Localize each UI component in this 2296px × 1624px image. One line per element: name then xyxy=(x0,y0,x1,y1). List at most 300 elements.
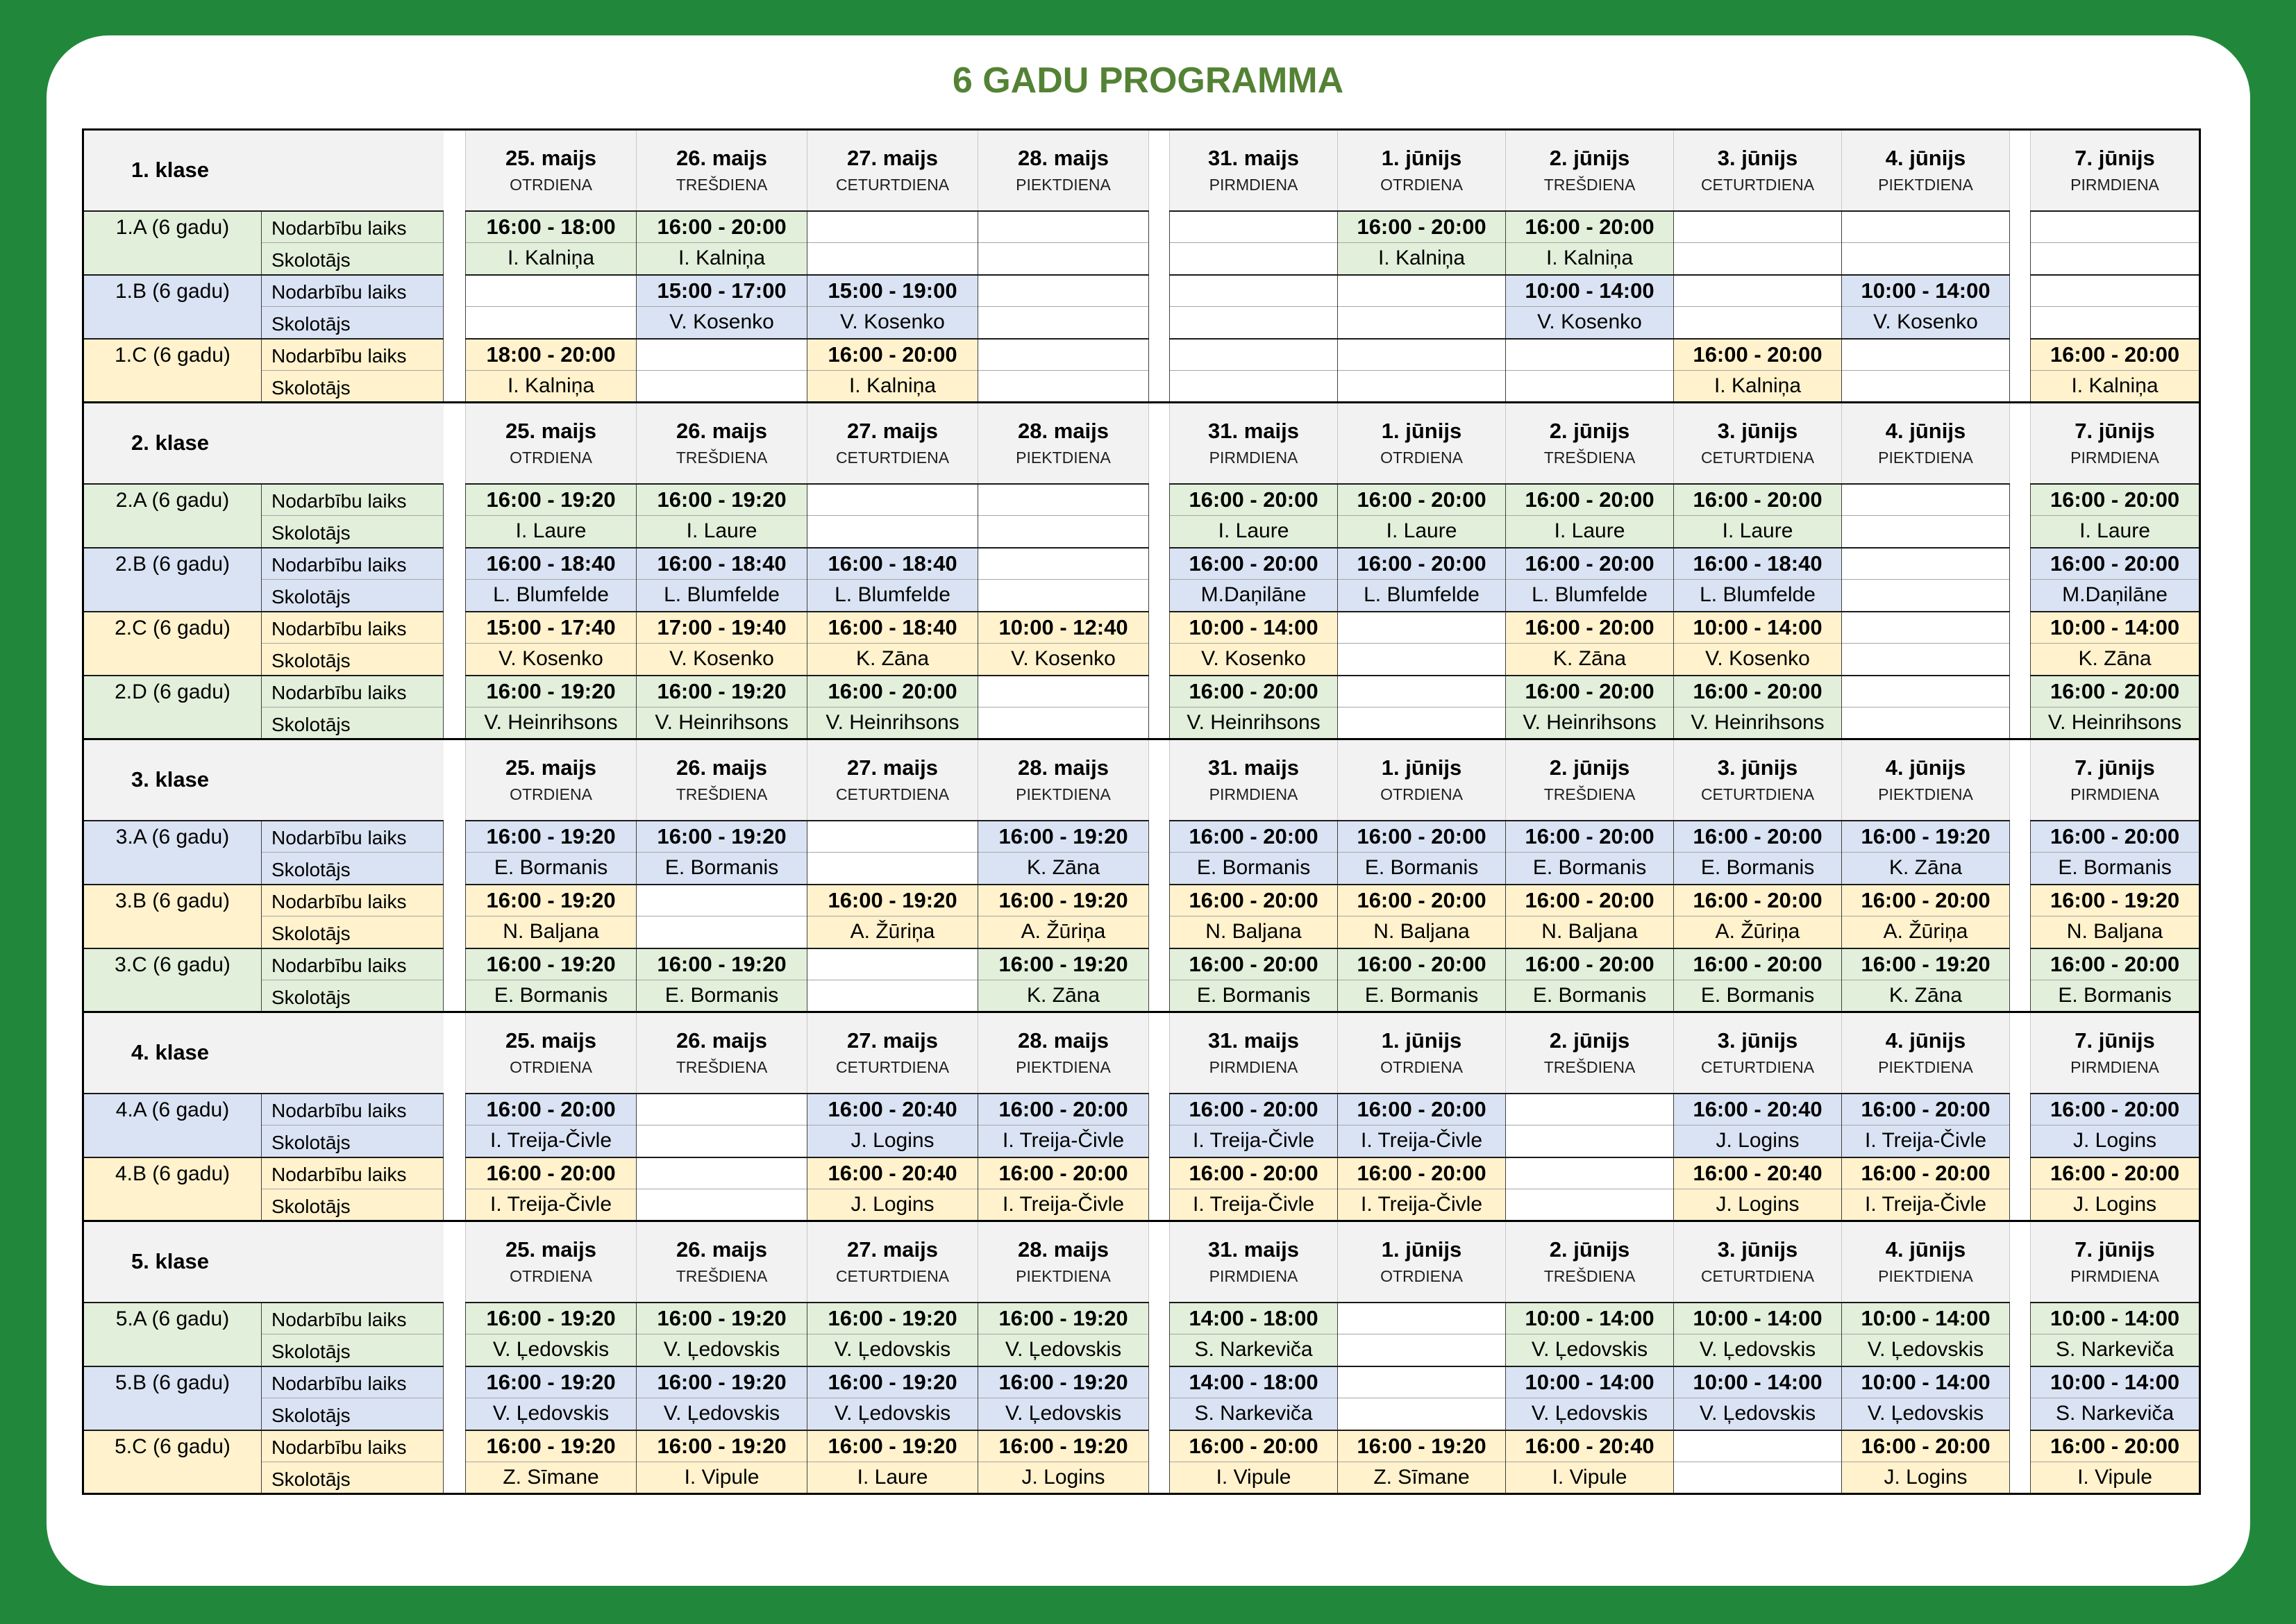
column-gap xyxy=(2010,1462,2031,1494)
time-row xyxy=(83,1303,2200,1334)
column-gap xyxy=(2010,739,2031,821)
date-header xyxy=(637,130,807,211)
time-cell: 16:00 - 19:20 xyxy=(2031,885,2200,916)
teacher-cell: V. Kosenko xyxy=(466,644,637,676)
time-cell: 16:00 - 19:20 xyxy=(807,1303,978,1334)
weekday-label: TREŠDIENA xyxy=(1543,1058,1636,1077)
date-header xyxy=(637,1221,807,1303)
time-cell: 14:00 - 18:00 xyxy=(1170,1303,1338,1334)
time-cell xyxy=(1338,612,1506,644)
time-cell xyxy=(466,275,637,307)
column-gap xyxy=(444,821,466,853)
column-gap xyxy=(2010,885,2031,916)
time-cell xyxy=(1506,339,1674,371)
teacher-cell xyxy=(1338,307,1506,339)
teacher-cell: E. Bormanis xyxy=(466,853,637,885)
time-cell: 16:00 - 20:00 xyxy=(1842,1430,2010,1462)
column-gap xyxy=(2010,516,2031,548)
teacher-cell: L. Blumfelde xyxy=(1338,580,1506,612)
column-gap xyxy=(444,1366,466,1398)
time-cell xyxy=(637,885,807,916)
time-cell: 16:00 - 19:20 xyxy=(637,948,807,980)
teacher-cell: V. Ļedovskis xyxy=(1674,1398,1842,1430)
teacher-cell xyxy=(807,243,978,275)
weekday-label: PIEKTDIENA xyxy=(1878,1058,1973,1077)
date-header xyxy=(1170,739,1338,821)
weekday-label: TREŠDIENA xyxy=(1543,1267,1636,1286)
date-header xyxy=(2031,739,2200,821)
column-gap xyxy=(1149,1157,1170,1189)
date-header xyxy=(807,1221,978,1303)
teacher-cell: V. Ļedovskis xyxy=(978,1334,1149,1366)
date-label: 3. jūnijs xyxy=(1717,755,1798,780)
teacher-cell: V. Heinrihsons xyxy=(1674,708,1842,739)
teacher-cell: K. Zāna xyxy=(2031,644,2200,676)
date-header xyxy=(1506,1221,1674,1303)
row-label-teacher: Skolotājs xyxy=(262,516,444,548)
teacher-cell: M.Daņilāne xyxy=(2031,580,2200,612)
date-label: 26. maijs xyxy=(676,755,767,780)
time-cell: 10:00 - 14:00 xyxy=(1170,612,1338,644)
date-label: 31. maijs xyxy=(1208,755,1299,780)
time-row xyxy=(83,484,2200,516)
teacher-row xyxy=(83,853,2200,885)
time-cell xyxy=(978,275,1149,307)
date-header xyxy=(978,1012,1149,1094)
column-gap xyxy=(2010,1303,2031,1334)
column-gap xyxy=(1149,1366,1170,1398)
row-label-time: Nodarbību laiks xyxy=(262,612,444,644)
date-header xyxy=(2031,1221,2200,1303)
teacher-row xyxy=(83,1334,2200,1366)
section-header-row xyxy=(83,1012,2200,1094)
teacher-cell: E. Bormanis xyxy=(1338,853,1506,885)
time-cell xyxy=(2031,275,2200,307)
time-row xyxy=(83,821,2200,853)
time-cell: 16:00 - 19:20 xyxy=(1842,821,2010,853)
row-label-teacher: Skolotājs xyxy=(262,243,444,275)
column-gap xyxy=(2010,275,2031,307)
date-label: 27. maijs xyxy=(847,755,938,780)
time-cell: 16:00 - 20:40 xyxy=(807,1094,978,1125)
teacher-cell: E. Bormanis xyxy=(1506,980,1674,1012)
teacher-cell: V. Ļedovskis xyxy=(466,1398,637,1430)
teacher-cell: I. Treija-Čivle xyxy=(466,1189,637,1221)
date-label: 2. jūnijs xyxy=(1549,146,1630,171)
column-gap xyxy=(1149,980,1170,1012)
time-cell xyxy=(1506,1157,1674,1189)
time-cell xyxy=(1170,211,1338,243)
column-gap xyxy=(444,1462,466,1494)
time-cell: 16:00 - 20:00 xyxy=(1338,211,1506,243)
class-name: 5.B (6 gadu) xyxy=(83,1366,262,1430)
column-gap xyxy=(444,980,466,1012)
date-label: 25. maijs xyxy=(505,419,596,444)
time-cell: 16:00 - 20:00 xyxy=(2031,821,2200,853)
row-label-time: Nodarbību laiks xyxy=(262,1094,444,1125)
time-cell xyxy=(637,339,807,371)
time-cell: 16:00 - 18:00 xyxy=(466,211,637,243)
column-gap xyxy=(1149,371,1170,403)
column-gap xyxy=(2010,580,2031,612)
time-cell: 16:00 - 20:00 xyxy=(2031,1094,2200,1125)
teacher-cell: I. Treija-Čivle xyxy=(978,1125,1149,1157)
teacher-cell: V. Ļedovskis xyxy=(1674,1334,1842,1366)
column-gap xyxy=(444,516,466,548)
weekday-label: OTRDIENA xyxy=(510,1058,592,1077)
time-cell xyxy=(2031,211,2200,243)
column-gap xyxy=(1149,644,1170,676)
time-cell: 16:00 - 20:00 xyxy=(1674,885,1842,916)
schedule-body xyxy=(83,130,2200,1494)
teacher-cell: J. Logins xyxy=(2031,1125,2200,1157)
row-label-time: Nodarbību laiks xyxy=(262,1157,444,1189)
teacher-cell: V. Kosenko xyxy=(1674,644,1842,676)
time-cell: 16:00 - 19:20 xyxy=(466,885,637,916)
column-gap xyxy=(1149,1012,1170,1094)
time-cell: 16:00 - 20:00 xyxy=(2031,1430,2200,1462)
teacher-row xyxy=(83,644,2200,676)
column-gap xyxy=(444,948,466,980)
class-name: 4.A (6 gadu) xyxy=(83,1094,262,1157)
column-gap xyxy=(2010,403,2031,484)
time-cell xyxy=(978,676,1149,708)
time-cell: 16:00 - 18:40 xyxy=(807,612,978,644)
teacher-cell xyxy=(2031,243,2200,275)
date-label: 28. maijs xyxy=(1018,1028,1109,1053)
time-cell xyxy=(978,484,1149,516)
time-cell: 17:00 - 19:40 xyxy=(637,612,807,644)
teacher-cell: E. Bormanis xyxy=(2031,853,2200,885)
column-gap xyxy=(2010,676,2031,708)
weekday-label: PIEKTDIENA xyxy=(1878,785,1973,804)
time-cell xyxy=(978,339,1149,371)
date-header xyxy=(2031,403,2200,484)
class-name: 5.C (6 gadu) xyxy=(83,1430,262,1494)
class-level-label: 1. klase xyxy=(83,130,444,211)
row-label-time: Nodarbību laiks xyxy=(262,548,444,580)
weekday-label: TREŠDIENA xyxy=(676,785,768,804)
teacher-cell: V. Ļedovskis xyxy=(637,1334,807,1366)
time-row xyxy=(83,211,2200,243)
teacher-cell xyxy=(637,1189,807,1221)
date-header xyxy=(1506,403,1674,484)
teacher-cell: E. Bormanis xyxy=(637,853,807,885)
teacher-cell: K. Zāna xyxy=(1506,644,1674,676)
teacher-cell: L. Blumfelde xyxy=(466,580,637,612)
date-header xyxy=(466,130,637,211)
teacher-cell: V. Kosenko xyxy=(978,644,1149,676)
date-header xyxy=(807,130,978,211)
time-cell: 10:00 - 12:40 xyxy=(978,612,1149,644)
class-name: 2.C (6 gadu) xyxy=(83,612,262,676)
teacher-row xyxy=(83,243,2200,275)
teacher-cell: L. Blumfelde xyxy=(637,580,807,612)
teacher-row xyxy=(83,708,2200,739)
column-gap xyxy=(444,243,466,275)
column-gap xyxy=(2010,644,2031,676)
time-cell: 16:00 - 20:00 xyxy=(1506,548,1674,580)
teacher-row xyxy=(83,371,2200,403)
column-gap xyxy=(1149,130,1170,211)
teacher-cell: I. Treija-Čivle xyxy=(1170,1189,1338,1221)
weekday-label: TREŠDIENA xyxy=(1543,176,1636,194)
column-gap xyxy=(444,1094,466,1125)
teacher-cell: K. Zāna xyxy=(1842,853,2010,885)
weekday-label: PIRMDIENA xyxy=(1209,1058,1298,1077)
column-gap xyxy=(444,403,466,484)
date-header xyxy=(637,403,807,484)
class-name: 3.A (6 gadu) xyxy=(83,821,262,885)
date-label: 31. maijs xyxy=(1208,419,1299,444)
time-cell: 16:00 - 19:20 xyxy=(466,948,637,980)
teacher-cell: V. Ļedovskis xyxy=(978,1398,1149,1430)
column-gap xyxy=(1149,307,1170,339)
weekday-label: OTRDIENA xyxy=(1380,449,1463,467)
time-cell xyxy=(1338,1303,1506,1334)
teacher-cell: I. Kalniņa xyxy=(466,371,637,403)
date-header xyxy=(1338,1221,1506,1303)
time-cell: 15:00 - 19:00 xyxy=(807,275,978,307)
column-gap xyxy=(1149,211,1170,243)
date-label: 4. jūnijs xyxy=(1885,419,1966,444)
column-gap xyxy=(444,1221,466,1303)
row-label-time: Nodarbību laiks xyxy=(262,948,444,980)
teacher-cell: E. Bormanis xyxy=(1506,853,1674,885)
date-header xyxy=(1842,1012,2010,1094)
time-cell: 16:00 - 19:20 xyxy=(637,1366,807,1398)
time-cell: 16:00 - 20:00 xyxy=(1506,676,1674,708)
teacher-cell: I. Kalniņa xyxy=(807,371,978,403)
teacher-cell: V. Kosenko xyxy=(637,307,807,339)
teacher-cell: E. Bormanis xyxy=(1674,853,1842,885)
date-header xyxy=(1170,1221,1338,1303)
time-cell xyxy=(637,1157,807,1189)
date-label: 4. jūnijs xyxy=(1885,1237,1966,1262)
column-gap xyxy=(1149,339,1170,371)
weekday-label: PIRMDIENA xyxy=(2070,449,2159,467)
time-row xyxy=(83,1366,2200,1398)
weekday-label: PIRMDIENA xyxy=(1209,176,1298,194)
column-gap xyxy=(444,853,466,885)
class-name: 1.A (6 gadu) xyxy=(83,211,262,275)
weekday-label: PIEKTDIENA xyxy=(1878,1267,1973,1286)
class-name: 2.A (6 gadu) xyxy=(83,484,262,548)
teacher-cell xyxy=(1674,307,1842,339)
column-gap xyxy=(2010,1430,2031,1462)
teacher-cell xyxy=(637,371,807,403)
date-header xyxy=(466,739,637,821)
time-cell: 16:00 - 19:20 xyxy=(637,1303,807,1334)
page-title: 6 GADU PROGRAMMA xyxy=(952,60,1344,101)
weekday-label: PIEKTDIENA xyxy=(1878,449,1973,467)
date-header xyxy=(978,130,1149,211)
row-label-teacher: Skolotājs xyxy=(262,371,444,403)
time-cell: 16:00 - 19:20 xyxy=(466,484,637,516)
class-name: 4.B (6 gadu) xyxy=(83,1157,262,1221)
teacher-cell xyxy=(1842,580,2010,612)
teacher-cell: V. Heinrihsons xyxy=(807,708,978,739)
time-cell: 16:00 - 20:00 xyxy=(466,1094,637,1125)
weekday-label: TREŠDIENA xyxy=(676,176,768,194)
row-label-teacher: Skolotājs xyxy=(262,1398,444,1430)
time-cell: 16:00 - 20:00 xyxy=(1506,821,1674,853)
time-cell: 16:00 - 20:00 xyxy=(637,211,807,243)
weekday-label: OTRDIENA xyxy=(1380,176,1463,194)
time-cell: 16:00 - 19:20 xyxy=(466,676,637,708)
weekday-label: PIEKTDIENA xyxy=(1016,1058,1111,1077)
teacher-cell: J. Logins xyxy=(807,1189,978,1221)
time-cell: 10:00 - 14:00 xyxy=(1674,1303,1842,1334)
time-row xyxy=(83,612,2200,644)
weekday-label: TREŠDIENA xyxy=(1543,449,1636,467)
column-gap xyxy=(2010,130,2031,211)
column-gap xyxy=(2010,1094,2031,1125)
teacher-cell: A. Žūriņa xyxy=(1674,916,1842,948)
column-gap xyxy=(444,371,466,403)
teacher-cell xyxy=(978,371,1149,403)
column-gap xyxy=(444,548,466,580)
time-cell: 16:00 - 20:00 xyxy=(2031,676,2200,708)
time-cell xyxy=(1842,211,2010,243)
time-cell: 16:00 - 20:00 xyxy=(1338,1094,1506,1125)
column-gap xyxy=(2010,211,2031,243)
class-level-label: 3. klase xyxy=(83,739,444,821)
time-row xyxy=(83,1094,2200,1125)
time-cell: 16:00 - 20:00 xyxy=(978,1094,1149,1125)
teacher-cell: N. Baljana xyxy=(1338,916,1506,948)
teacher-cell: I. Treija-Čivle xyxy=(1338,1189,1506,1221)
teacher-cell xyxy=(1842,708,2010,739)
time-cell: 16:00 - 19:20 xyxy=(466,1430,637,1462)
time-cell: 16:00 - 20:00 xyxy=(1170,821,1338,853)
weekday-label: PIRMDIENA xyxy=(2070,176,2159,194)
time-cell xyxy=(1338,275,1506,307)
time-cell: 16:00 - 20:00 xyxy=(1506,612,1674,644)
column-gap xyxy=(2010,1157,2031,1189)
teacher-cell: S. Narkeviča xyxy=(1170,1334,1338,1366)
date-label: 7. jūnijs xyxy=(2075,419,2155,444)
column-gap xyxy=(444,916,466,948)
teacher-cell: I. Treija-Čivle xyxy=(978,1189,1149,1221)
teacher-cell: J. Logins xyxy=(807,1125,978,1157)
weekday-label: PIEKTDIENA xyxy=(1016,176,1111,194)
weekday-label: PIEKTDIENA xyxy=(1016,785,1111,804)
date-label: 7. jūnijs xyxy=(2075,1028,2155,1053)
column-gap xyxy=(1149,1462,1170,1494)
date-header xyxy=(978,1221,1149,1303)
date-label: 3. jūnijs xyxy=(1717,419,1798,444)
time-cell: 16:00 - 20:00 xyxy=(978,1157,1149,1189)
teacher-cell xyxy=(1506,1189,1674,1221)
time-cell: 16:00 - 20:00 xyxy=(2031,948,2200,980)
weekday-label: CETURTDIENA xyxy=(1700,449,1815,467)
teacher-cell: V. Kosenko xyxy=(1170,644,1338,676)
weekday-label: TREŠDIENA xyxy=(676,1267,768,1286)
teacher-cell xyxy=(807,853,978,885)
column-gap xyxy=(2010,853,2031,885)
column-gap xyxy=(2010,1125,2031,1157)
weekday-label: PIEKTDIENA xyxy=(1016,1267,1111,1286)
weekday-label: OTRDIENA xyxy=(1380,1058,1463,1077)
row-label-teacher: Skolotājs xyxy=(262,307,444,339)
time-row xyxy=(83,676,2200,708)
teacher-cell: M.Daņilāne xyxy=(1170,580,1338,612)
time-cell: 16:00 - 20:00 xyxy=(2031,548,2200,580)
date-header xyxy=(1842,739,2010,821)
time-cell xyxy=(1674,1430,1842,1462)
teacher-cell: V. Ļedovskis xyxy=(1506,1334,1674,1366)
date-header xyxy=(2031,1012,2200,1094)
teacher-cell: I. Kalniņa xyxy=(466,243,637,275)
teacher-cell: E. Bormanis xyxy=(1338,980,1506,1012)
teacher-cell: I. Vipule xyxy=(637,1462,807,1494)
teacher-cell xyxy=(1842,243,2010,275)
teacher-cell xyxy=(466,307,637,339)
teacher-cell: N. Baljana xyxy=(1170,916,1338,948)
time-cell: 10:00 - 14:00 xyxy=(1506,275,1674,307)
teacher-row xyxy=(83,516,2200,548)
time-cell: 16:00 - 19:20 xyxy=(637,484,807,516)
teacher-cell: Z. Sīmane xyxy=(466,1462,637,1494)
column-gap xyxy=(1149,484,1170,516)
class-name: 1.C (6 gadu) xyxy=(83,339,262,403)
time-cell: 16:00 - 20:00 xyxy=(1674,676,1842,708)
teacher-cell: N. Baljana xyxy=(466,916,637,948)
time-cell xyxy=(978,548,1149,580)
teacher-row xyxy=(83,580,2200,612)
weekday-label: OTRDIENA xyxy=(1380,785,1463,804)
row-label-time: Nodarbību laiks xyxy=(262,339,444,371)
time-cell: 16:00 - 20:00 xyxy=(1170,676,1338,708)
time-cell: 15:00 - 17:00 xyxy=(637,275,807,307)
date-label: 25. maijs xyxy=(505,1237,596,1262)
date-header xyxy=(978,739,1149,821)
time-cell: 16:00 - 19:20 xyxy=(978,1430,1149,1462)
column-gap xyxy=(1149,821,1170,853)
column-gap xyxy=(2010,1221,2031,1303)
section-header-row xyxy=(83,403,2200,484)
teacher-cell: I. Laure xyxy=(807,1462,978,1494)
date-label: 1. jūnijs xyxy=(1381,146,1462,171)
teacher-cell: V. Heinrihsons xyxy=(1170,708,1338,739)
date-header xyxy=(1506,1012,1674,1094)
date-label: 2. jūnijs xyxy=(1549,1237,1630,1262)
teacher-row xyxy=(83,1189,2200,1221)
class-level-label: 5. klase xyxy=(83,1221,444,1303)
teacher-cell xyxy=(637,916,807,948)
time-cell xyxy=(1842,676,2010,708)
teacher-cell xyxy=(2031,307,2200,339)
date-header xyxy=(1338,403,1506,484)
class-level-label: 4. klase xyxy=(83,1012,444,1094)
teacher-cell: V. Heinrihsons xyxy=(1506,708,1674,739)
teacher-cell: K. Zāna xyxy=(978,853,1149,885)
column-gap xyxy=(2010,948,2031,980)
time-cell: 16:00 - 20:00 xyxy=(807,339,978,371)
time-cell: 10:00 - 14:00 xyxy=(2031,612,2200,644)
teacher-cell: I. Kalniņa xyxy=(637,243,807,275)
teacher-cell: K. Zāna xyxy=(807,644,978,676)
time-cell: 10:00 - 14:00 xyxy=(1674,1366,1842,1398)
teacher-cell: I. Laure xyxy=(1506,516,1674,548)
time-cell xyxy=(1842,548,2010,580)
row-label-teacher: Skolotājs xyxy=(262,980,444,1012)
date-label: 2. jūnijs xyxy=(1549,1028,1630,1053)
column-gap xyxy=(444,676,466,708)
column-gap xyxy=(2010,821,2031,853)
date-header xyxy=(1170,1012,1338,1094)
